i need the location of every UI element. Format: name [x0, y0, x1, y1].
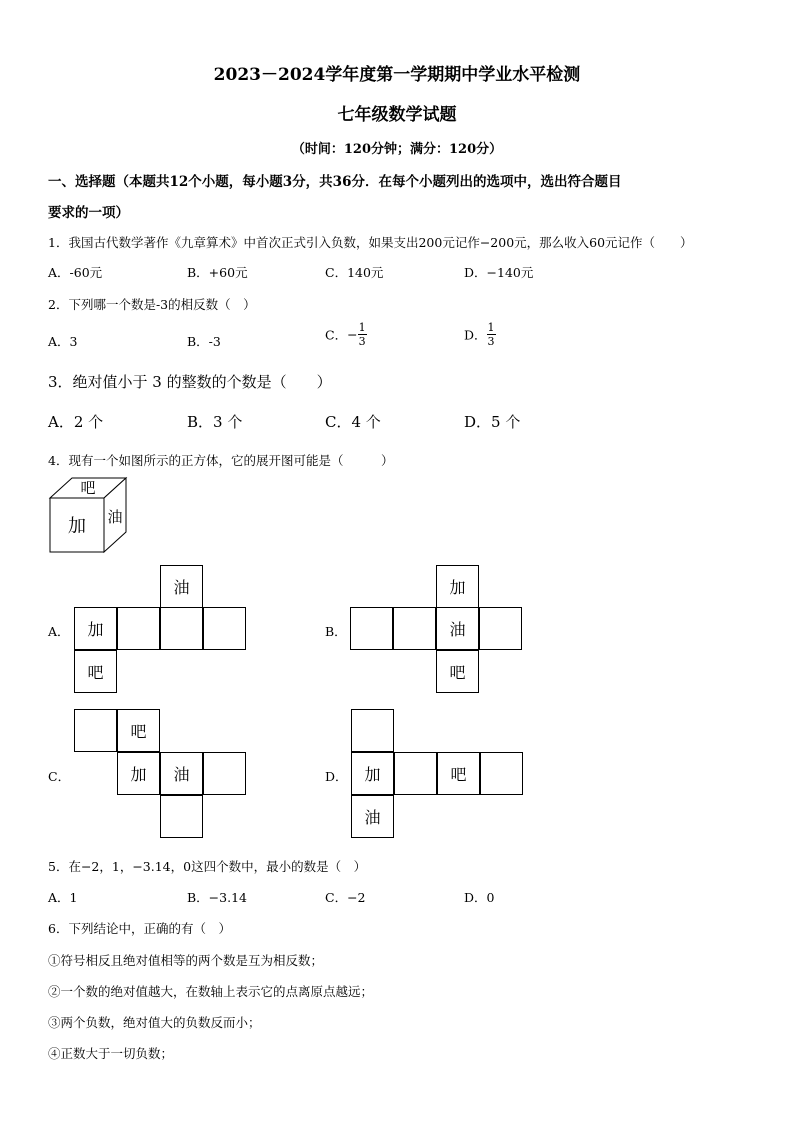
- q3-option-b: B．3 个: [187, 413, 243, 431]
- net-a-cell: [203, 607, 246, 650]
- cube-top-face-label: 吧: [80, 479, 96, 497]
- fraction-denominator: 3: [487, 335, 495, 348]
- net-d-cell: 油: [351, 795, 394, 838]
- net-c-cell: 吧: [117, 709, 160, 752]
- q6-statement-2: ②一个数的绝对值越大，在数轴上表示它的点离原点越远；: [48, 984, 374, 999]
- q4-option-b-label: B．: [325, 624, 347, 639]
- net-d-cell: 吧: [437, 752, 480, 795]
- net-b-cell: [393, 607, 436, 650]
- q1-option-c: C．140元: [325, 265, 384, 280]
- q5-option-c: C．−2: [325, 890, 366, 905]
- exam-subtitle: 七年级数学试题: [337, 105, 457, 125]
- q1-option-b: B．+60元: [187, 265, 248, 280]
- net-d-cell: [480, 752, 523, 795]
- q2-option-c-label: C．: [325, 327, 348, 343]
- q2-option-c: [325, 322, 367, 347]
- q3-option-c: C．4 个: [325, 413, 381, 431]
- q2-option-d: [464, 322, 496, 347]
- net-a-cell: 加: [74, 607, 117, 650]
- net-b-cell: [479, 607, 522, 650]
- section-heading-line2: 要求的一项）: [48, 205, 129, 221]
- net-b-cell: 油: [436, 607, 479, 650]
- q1-option-a: A．-60元: [48, 265, 103, 280]
- net-a-cell: 油: [160, 565, 203, 608]
- question-2-stem: 2．下列哪一个数是-3的相反数（ ）: [48, 297, 256, 312]
- net-b-cell: 吧: [436, 650, 479, 693]
- fraction-denominator: 3: [358, 335, 366, 348]
- q1-option-d: D．−140元: [464, 265, 534, 280]
- net-c-cell: 加: [117, 752, 160, 795]
- net-a-cell: [117, 607, 160, 650]
- exam-title: 2023－2024学年度第一学期期中学业水平检测: [213, 65, 581, 85]
- q2-option-d-label: D．: [464, 327, 487, 343]
- net-c-cell: 油: [160, 752, 203, 795]
- cube-right-face-label: 油: [107, 508, 123, 526]
- q5-option-d: D．0: [464, 890, 495, 905]
- cube-figure: [48, 476, 130, 556]
- question-1-stem: 1．我国古代数学著作《九章算术》中首次正式引入负数，如果支出200元记作−200元，那么收入60元记作（ ）: [48, 235, 693, 250]
- q6-statement-3: ③两个负数，绝对值大的负数反而小；: [48, 1015, 261, 1030]
- q6-statement-1: ①符号相反且绝对值相等的两个数是互为相反数；: [48, 953, 324, 968]
- q2-option-d-fraction: [487, 322, 496, 347]
- fraction-numerator: 1: [358, 321, 366, 334]
- q3-option-a: A．2 个: [48, 413, 104, 431]
- fraction-numerator: 1: [487, 321, 495, 334]
- q3-option-d: D．5 个: [464, 413, 521, 431]
- question-6-stem: 6．下列结论中，正确的有（ ）: [48, 921, 231, 936]
- q5-option-a: A．1: [48, 890, 78, 905]
- q2-option-c-sign: −: [347, 327, 358, 342]
- question-4-stem: 4．现有一个如图所示的正方体，它的展开图可能是（ ）: [48, 453, 394, 468]
- question-5-stem: 5．在−2，1，−3.14，0这四个数中，最小的数是（ ）: [48, 859, 367, 874]
- net-a-cell: [160, 607, 203, 650]
- net-b-cell: 加: [436, 565, 479, 608]
- net-c-cell: [74, 709, 117, 752]
- cube-front-face-label: 加: [68, 516, 86, 537]
- net-a-cell: 吧: [74, 650, 117, 693]
- question-3-stem: 3．绝对值小于 3 的整数的个数是（ ）: [48, 373, 332, 391]
- q6-statement-4: ④正数大于一切负数；: [48, 1046, 174, 1061]
- q5-option-b: B．−3.14: [187, 890, 247, 905]
- section-heading-line1: 一、选择题（本题共12个小题，每小题3分，共36分．在每个小题列出的选项中，选出符合题目: [48, 174, 622, 190]
- q2-option-b: B．-3: [187, 334, 221, 349]
- net-d-cell: [351, 709, 394, 752]
- q4-option-c-label: C．: [48, 769, 71, 784]
- q4-option-a-label: A．: [48, 624, 70, 639]
- net-c-cell: [160, 795, 203, 838]
- q4-option-d-label: D．: [325, 769, 348, 784]
- net-d-cell: [394, 752, 437, 795]
- net-b-cell: [350, 607, 393, 650]
- net-d-cell: 加: [351, 752, 394, 795]
- q2-option-a: A．3: [48, 334, 78, 349]
- net-c-cell: [203, 752, 246, 795]
- exam-info: （时间：120分钟；满分：120分）: [291, 142, 503, 157]
- q2-option-c-fraction: [358, 322, 367, 347]
